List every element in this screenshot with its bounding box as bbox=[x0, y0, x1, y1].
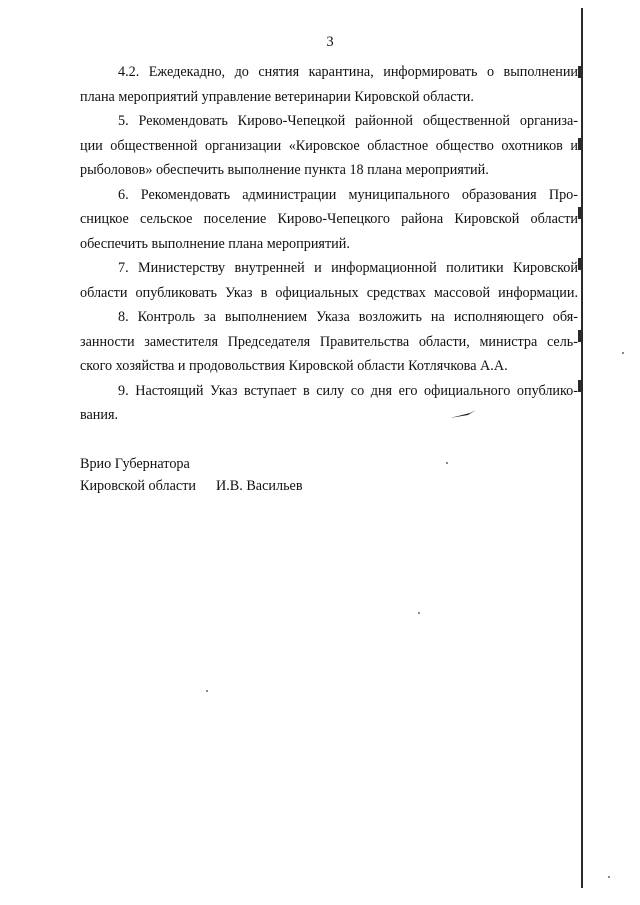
paragraph-4-2 bbox=[80, 60, 578, 109]
edge-tick bbox=[578, 207, 583, 219]
signatory-name: И.В. Васильев bbox=[216, 478, 303, 494]
text-line: 8. Контроль за выполнением Указа возложить на исполняющего обя- bbox=[118, 309, 578, 325]
decree-text bbox=[80, 60, 578, 428]
text-line: рыболовов» обеспечить выполнение пункта 18 плана мероприятий. bbox=[80, 162, 489, 178]
paragraph-6 bbox=[80, 183, 578, 257]
text-line: 4.2. Ежедекадно, до снятия карантина, информировать о выполнении bbox=[118, 64, 578, 80]
signatory-region-line bbox=[80, 475, 303, 497]
text-line: 7. Министерству внутренней и информационной политики Кировской bbox=[118, 260, 578, 276]
text-line: вания. bbox=[80, 407, 119, 423]
text-line: 9. Настоящий Указ вступает в силу со дня его официального опублико- bbox=[118, 382, 578, 399]
edge-tick bbox=[578, 258, 583, 270]
signature-block bbox=[80, 453, 303, 497]
scan-speck bbox=[608, 876, 610, 878]
scan-speck bbox=[206, 690, 208, 692]
text-line: области опубликовать Указ в официальных средствах массовой информации. bbox=[80, 284, 578, 301]
text-line: 5. Рекомендовать Кирово-Чепецкой районной общественной организа- bbox=[118, 113, 578, 129]
pen-stroke-mark bbox=[448, 408, 478, 420]
edge-tick bbox=[578, 66, 583, 78]
edge-tick bbox=[578, 330, 583, 342]
paragraph-8 bbox=[80, 305, 578, 379]
edge-tick bbox=[578, 380, 583, 392]
paragraph-9 bbox=[80, 379, 578, 428]
paragraph-5 bbox=[80, 109, 578, 183]
text-line: ции общественной организации «Кировское областное общество охотников и bbox=[80, 137, 578, 154]
text-line: ского хозяйства и продовольствия Кировской области Котлячкова А.А. bbox=[80, 358, 508, 374]
signatory-region: Кировской области bbox=[80, 478, 196, 494]
signatory-title: Врио Губернатора bbox=[80, 456, 190, 472]
text-line: обеспечить выполнение плана мероприятий. bbox=[80, 235, 350, 252]
scan-speck bbox=[446, 462, 448, 464]
edge-tick bbox=[578, 138, 583, 150]
paragraph-7 bbox=[80, 256, 578, 305]
text-line: сницкое сельское поселение Кирово-Чепецкого района Кировской области bbox=[80, 211, 578, 227]
text-line: плана мероприятий управление ветеринарии Кировской области. bbox=[80, 88, 474, 105]
scan-speck bbox=[418, 612, 420, 614]
scan-speck bbox=[622, 352, 624, 354]
text-line: 6. Рекомендовать администрации муниципального образования Про- bbox=[118, 186, 578, 203]
page-number: 3 bbox=[326, 34, 334, 50]
text-line: занности заместителя Председателя Правительства области, министра сель- bbox=[80, 333, 578, 350]
